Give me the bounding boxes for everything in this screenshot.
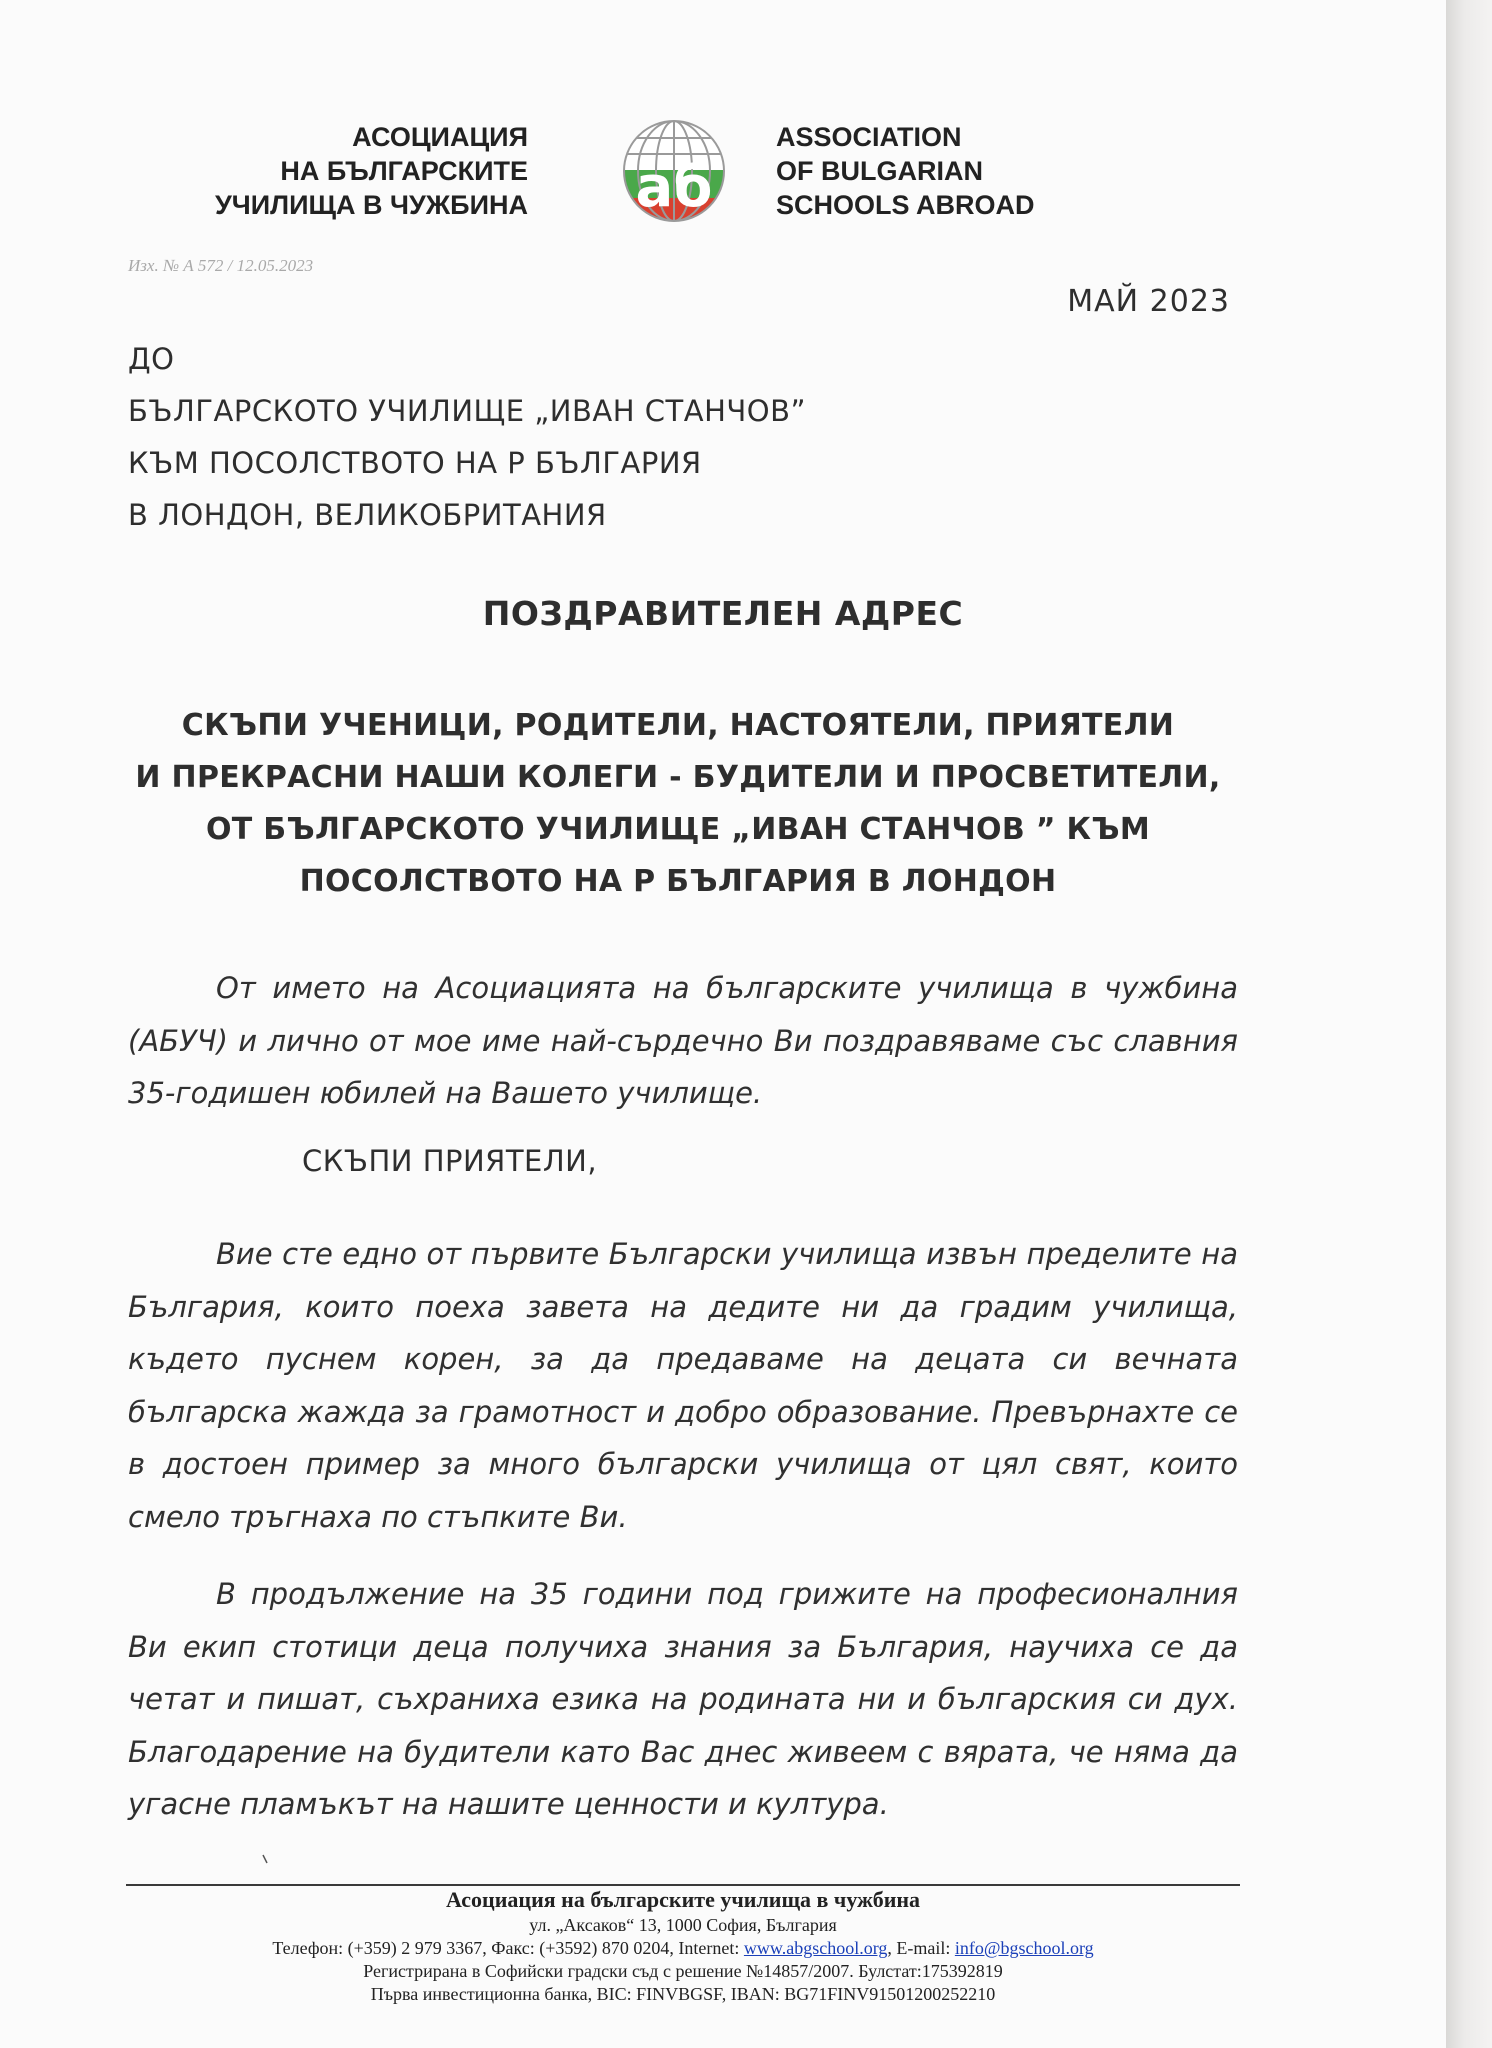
letterhead-bg-line: УЧИЛИЩА В ЧУЖБИНА bbox=[214, 190, 528, 220]
salutation-line: И ПРЕКРАСНИ НАШИ КОЛЕГИ - БУДИТЕЛИ И ПРОСВЕТИТЕЛИ, bbox=[135, 760, 1221, 795]
letterhead-bg-name bbox=[215, 120, 528, 222]
letter-date: МАЙ 2023 bbox=[1067, 284, 1230, 319]
salutation-block bbox=[120, 700, 1236, 908]
addressee-line: В ЛОНДОН, ВЕЛИКОБРИТАНИЯ bbox=[128, 498, 607, 532]
paragraph-1 bbox=[128, 962, 1238, 1120]
letterhead-bg-line: НА БЪЛГАРСКИТЕ bbox=[280, 156, 528, 186]
footer-address: ул. „Аксаков“ 13, 1000 София, България bbox=[529, 1915, 837, 1935]
logo-text: аб bbox=[635, 155, 713, 220]
letter-title: ПОЗДРАВИТЕЛЕН АДРЕС bbox=[482, 594, 964, 633]
letterhead-en-line: SCHOOLS ABROAD bbox=[776, 190, 1035, 220]
salutation-line: СКЪПИ УЧЕНИЦИ, РОДИТЕЛИ, НАСТОЯТЕЛИ, ПРИЯТЕЛИ bbox=[181, 708, 1175, 743]
paragraph-2-text: Вие сте едно от първите Български училища извън пределите на България, които поеха завета на дедите ни да градим училища, където пуснем корен, за да предаваме на децата си вечната българска жажда за грамотност и добро образование. Превърнахте се в достоен пример за много български училища от цял свят, които смело тръгнаха по стъпките Ви. bbox=[128, 1237, 1238, 1534]
letterhead-en-name bbox=[776, 120, 1035, 222]
letterhead-bg-line: АСОЦИАЦИЯ bbox=[352, 122, 528, 152]
paragraph-1-text: От името на Асоциацията на българските училища в чужбина (АБУЧ) и лично от мое име най-сърдечно Ви поздравяваме със славния 35-годишен юбилей на Вашето училище. bbox=[128, 971, 1238, 1110]
ink-mark-icon bbox=[262, 1854, 268, 1864]
globe-logo-icon bbox=[618, 118, 730, 224]
addressee-line: КЪМ ПОСОЛСТВОТО НА Р БЪЛГАРИЯ bbox=[128, 446, 702, 480]
footer-email-label: , E-mail: bbox=[887, 1938, 955, 1958]
paper-edge bbox=[1446, 0, 1492, 2048]
footer-registration: Регистрирана в Софийски градски съд с решение №14857/2007. Булстат:175392819 bbox=[363, 1961, 1003, 1981]
addressee-line: ДО bbox=[128, 342, 175, 376]
reference-number: Изх. № А 572 / 12.05.2023 bbox=[128, 256, 314, 275]
salutation-line: ПОСОЛСТВОТО НА Р БЪЛГАРИЯ В ЛОНДОН bbox=[299, 864, 1057, 899]
email-link[interactable]: info@bgschool.org bbox=[954, 1938, 1094, 1958]
addressee-block bbox=[128, 333, 806, 541]
paragraph-2 bbox=[128, 1228, 1238, 1543]
footer-contacts-text: Телефон: (+359) 2 979 3367, Факс: (+3592) 870 0204, Internet: bbox=[272, 1938, 744, 1958]
footer bbox=[60, 1886, 1306, 2006]
salutation-line: ОТ БЪЛГАРСКОТО УЧИЛИЩЕ „ИВАН СТАНЧОВ ” КЪМ bbox=[205, 812, 1150, 847]
letterhead-en-line: ASSOCIATION bbox=[776, 122, 962, 152]
letterhead-en-line: OF BULGARIAN bbox=[776, 156, 983, 186]
paragraph-3 bbox=[128, 1568, 1238, 1831]
addressee-line: БЪЛГАРСКОТО УЧИЛИЩЕ „ИВАН СТАНЧОВ” bbox=[128, 394, 806, 428]
footer-org-name: Асоциация на българските училища в чужбина bbox=[445, 1887, 921, 1912]
paragraph-3-text: В продължение на 35 години под грижите на професионалния Ви екип стотици деца получиха знания за България, научиха се да четат и пишат, съхраниха езика на родината ни и българския си дух. Благодарение на будители като Вас днес живеем с вярата, че няма да угасне пламъкът на нашите ценности и култура. bbox=[128, 1577, 1238, 1821]
footer-bank: Първа инвестиционна банка, BIC: FINVBGSF, IBAN: BG71FINV91501200252210 bbox=[370, 1984, 996, 2004]
website-link[interactable]: www.abgschool.org bbox=[743, 1938, 888, 1958]
footer-contacts bbox=[60, 1937, 1306, 1960]
sub-greeting: СКЪПИ ПРИЯТЕЛИ, bbox=[302, 1144, 598, 1178]
